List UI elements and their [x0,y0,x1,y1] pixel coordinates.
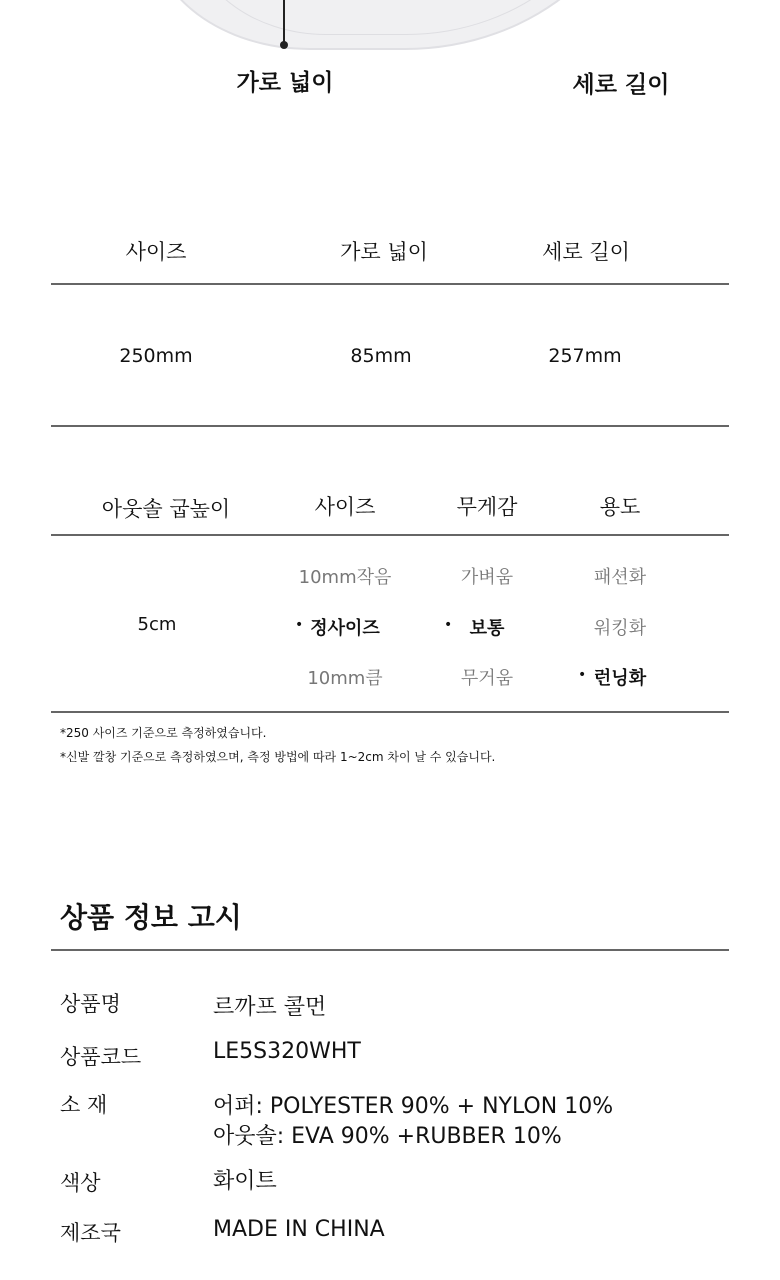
product-info-divider [51,949,729,951]
heel-height-value: 5cm [137,614,177,635]
fit-table-divider [51,534,729,536]
size-table-cell-length: 257mm [548,345,622,367]
size-table-divider [51,283,729,285]
info-key-code: 상품코드 [60,1045,142,1069]
info-value-color: 화이트 [213,1169,277,1194]
fit-table-bottom-rule [51,711,729,713]
width-pointer-line [283,0,285,44]
info-key-material: 소 재 [60,1093,108,1117]
use-option-fashion: 패션화 [593,567,647,588]
info-value-material-outsole: 아웃솔: EVA 90% +RUBBER 10% [213,1124,562,1149]
size-table-cell-size: 250mm [119,345,193,367]
weight-selected-bullet: • [444,617,453,633]
weight-option-heavy: 무거움 [460,668,514,689]
fit-header-size: 사이즈 [314,495,376,519]
weight-option-selected: 보통 [469,618,505,639]
info-value-code: LE5S320WHT [213,1039,361,1064]
size-option-large: 10mm큼 [307,668,383,689]
fit-header-use: 용도 [599,495,641,519]
weight-option-light: 가벼움 [460,567,514,588]
use-selected-bullet: • [578,667,587,683]
size-selected-bullet: • [295,617,304,633]
size-table-header-size: 사이즈 [125,240,187,264]
info-value-name: 르까프 콜먼 [213,995,327,1020]
diagram-length-label: 세로 길이 [572,72,670,98]
size-option-small: 10mm작음 [298,567,392,588]
info-value-material-upper: 어퍼: POLYESTER 90% + NYLON 10% [213,1094,614,1119]
size-table-header-length: 세로 길이 [542,240,630,264]
fit-header-weight: 무게감 [456,495,518,519]
product-info-title: 상품 정보 고시 [60,901,242,934]
use-option-walking: 워킹화 [593,618,647,639]
size-table-bottom-rule [51,425,729,427]
info-key-origin: 제조국 [60,1221,121,1245]
width-pointer-dot [280,41,288,49]
diagram-width-label: 가로 넓이 [236,70,334,96]
size-table-header-width: 가로 넓이 [340,240,428,264]
measurement-note-2: *신발 깔창 기준으로 측정하였으며, 측정 방법에 따라 1~2cm 차이 날 수 있습니다. [60,750,496,764]
measurement-note-1: *250 사이즈 기준으로 측정하였습니다. [60,726,267,740]
use-option-selected: 런닝화 [593,668,647,689]
info-value-origin: MADE IN CHINA [213,1217,385,1242]
info-key-name: 상품명 [60,992,121,1016]
fit-header-heel-height: 아웃솔 굽높이 [101,497,231,521]
size-option-selected: 정사이즈 [310,618,380,639]
info-key-color: 색상 [60,1171,101,1195]
size-table-cell-width: 85mm [350,345,412,367]
